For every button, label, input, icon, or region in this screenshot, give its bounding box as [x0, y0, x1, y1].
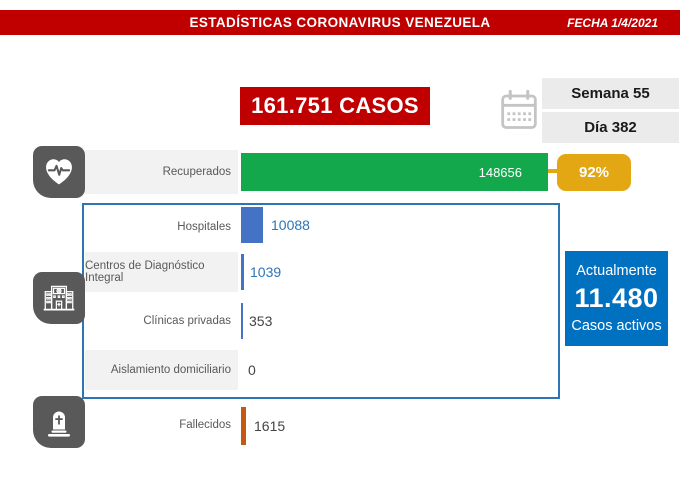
active-cases-value: 11.480: [574, 283, 659, 313]
date-label: FECHA 1/4/2021: [567, 15, 658, 30]
hospitales-value: 10088: [271, 217, 310, 233]
cdi-value: 1039: [250, 264, 282, 280]
aislamiento-value: 0: [248, 362, 256, 378]
tombstone-icon: [33, 396, 85, 448]
week-counter: Semana 55: [542, 78, 679, 109]
active-cases-caption: Casos activos: [571, 318, 662, 334]
day-counter: Día 382: [542, 112, 679, 143]
recovered-bar: 148656: [241, 153, 548, 191]
heart-pulse-icon: [33, 146, 85, 198]
row-label-aislamiento: Aislamiento domiciliario: [85, 350, 238, 390]
calendar-icon: [498, 86, 540, 134]
hospitales-bar: [241, 207, 263, 243]
row-label-cdi: Centros de Diagnóstico Integral: [85, 252, 238, 292]
row-label-recuperados: Recuperados: [85, 150, 238, 194]
total-cases-box: 161.751 CASOS: [240, 87, 430, 125]
hospital-icon: [33, 272, 85, 324]
row-label-hospitales: Hospitales: [177, 221, 231, 233]
active-cases-heading: Actualmente: [576, 263, 657, 279]
clinicas-bar: [241, 303, 243, 339]
active-cases-box: [565, 251, 668, 346]
row-label-clinicas: Clínicas privadas: [143, 315, 231, 327]
clinicas-value: 353: [249, 313, 273, 329]
fallecidos-value: 1615: [254, 418, 286, 434]
header-banner: [0, 10, 680, 35]
cdi-bar: [241, 254, 244, 290]
recovered-percent-badge: 92%: [557, 154, 631, 191]
page-title: ESTADÍSTICAS CORONAVIRUS VENEZUELA: [189, 15, 491, 30]
row-label-fallecidos: Fallecidos: [179, 419, 231, 431]
fallecidos-bar: [241, 407, 246, 445]
